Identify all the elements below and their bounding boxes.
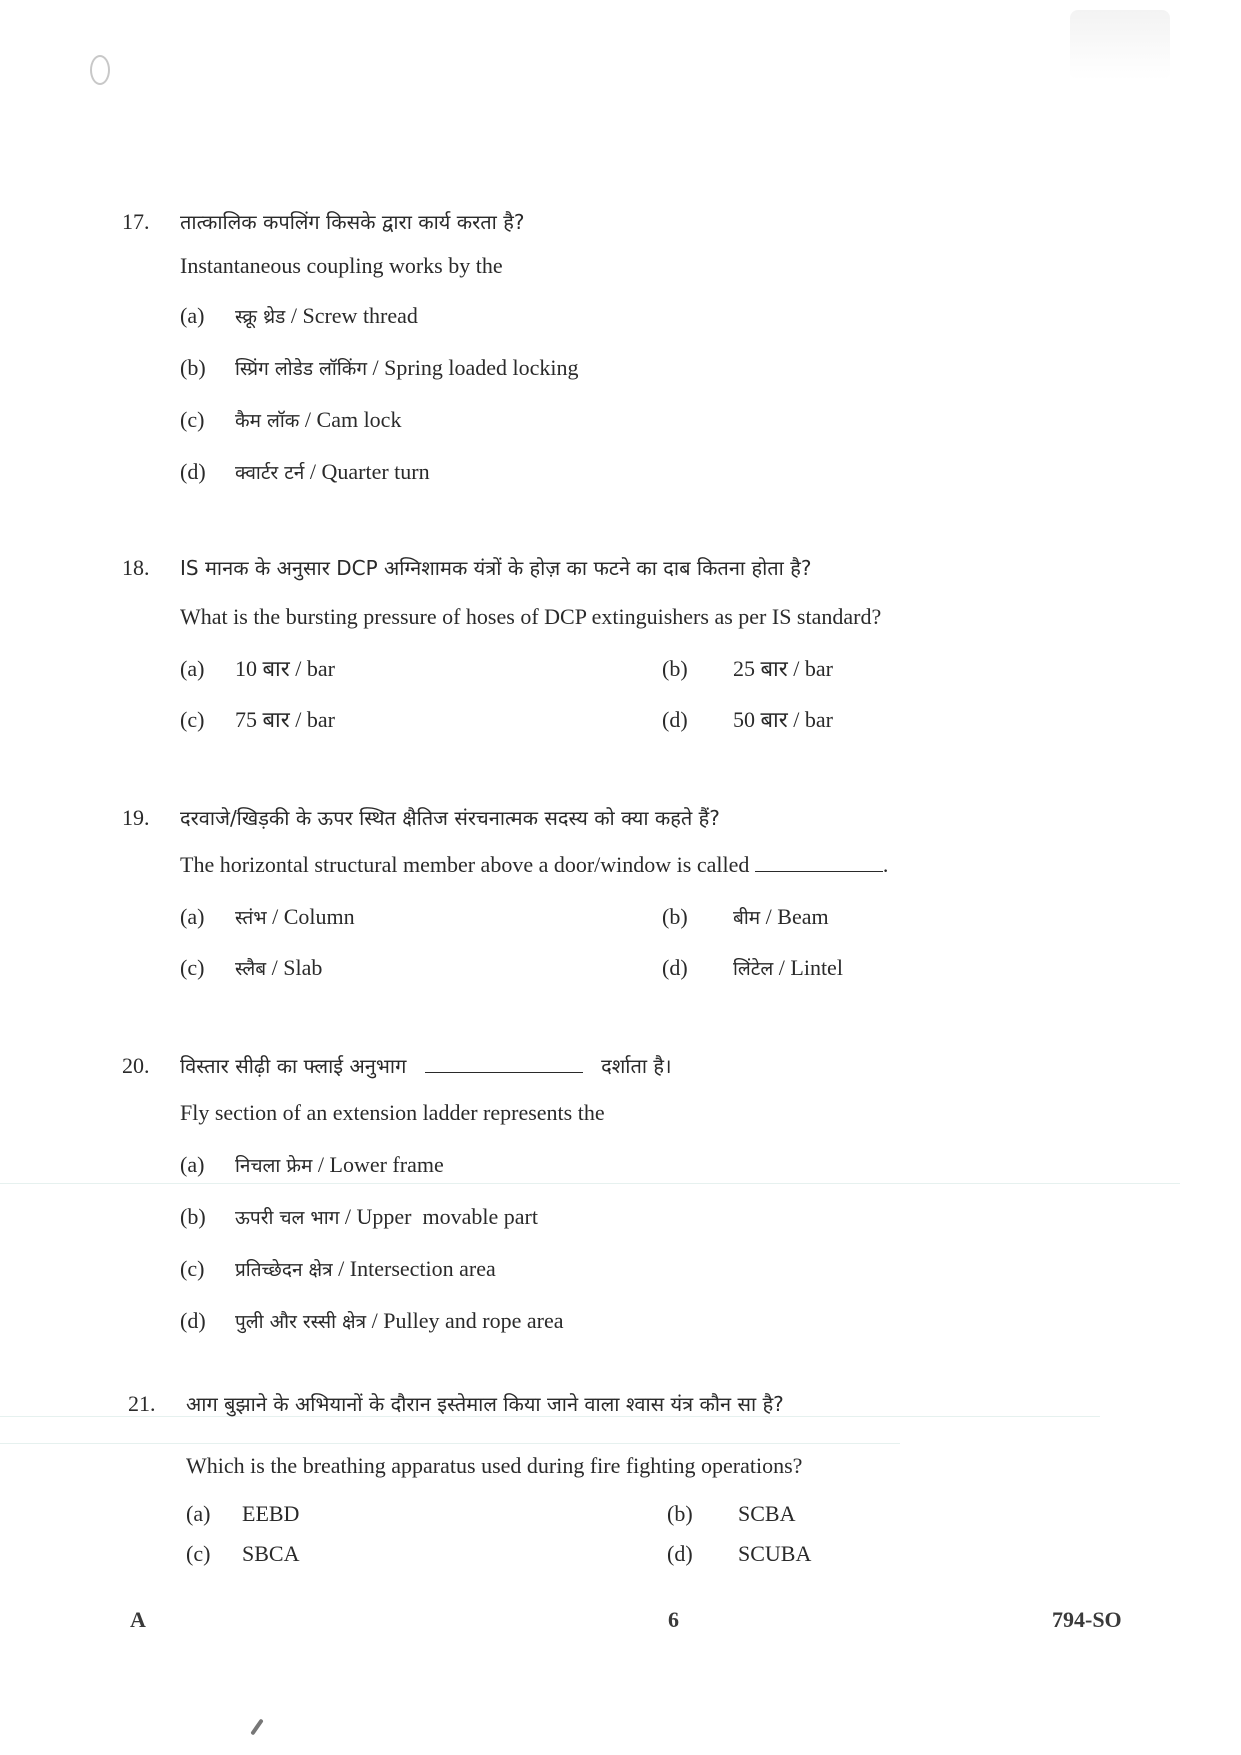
- option-d-label: (d): [180, 1308, 206, 1333]
- option-a-label: (a): [180, 1152, 205, 1177]
- option-a[interactable]: 10 बार / bar: [235, 656, 335, 681]
- question-number: 20.: [122, 1053, 150, 1078]
- separator: /: [271, 955, 278, 980]
- option-a[interactable]: [235, 1151, 444, 1180]
- option-d-label: (d): [662, 707, 688, 732]
- option-text-hindi: लिंटेल: [733, 958, 774, 980]
- question-text-hindi-suffix: दर्शाता है।: [601, 1054, 672, 1078]
- option-text-english: Cam lock: [316, 407, 402, 432]
- scan-artifact-line: [0, 1443, 900, 1444]
- option-b-label: (b): [662, 904, 688, 929]
- option-a[interactable]: EEBD: [242, 1501, 300, 1526]
- option-b-label: (b): [180, 1204, 206, 1229]
- option-text-english: Pulley and rope area: [383, 1308, 564, 1333]
- separator: /: [371, 1308, 378, 1333]
- option-text-hindi: कैम लॉक: [235, 410, 300, 432]
- option-a[interactable]: [235, 903, 355, 932]
- option-text-hindi: स्लैब: [235, 958, 267, 980]
- fill-in-blank: [425, 1071, 583, 1073]
- question-text-english-line: [180, 851, 888, 879]
- option-c-label: (c): [186, 1541, 211, 1566]
- option-c-label: (c): [180, 407, 205, 432]
- option-c[interactable]: [235, 1255, 496, 1284]
- option-a[interactable]: [235, 302, 418, 331]
- option-d-label: (d): [180, 459, 206, 484]
- sentence-period: .: [882, 852, 889, 877]
- option-text-english: Upper movable part: [356, 1204, 538, 1229]
- question-text-english: Which is the breathing apparatus used during fire fighting operations?: [186, 1453, 803, 1478]
- question-number: 17.: [122, 209, 150, 234]
- question-text-hindi: तात्कालिक कपलिंग किसके द्वारा कार्य करता है?: [180, 210, 525, 234]
- separator: /: [290, 303, 297, 328]
- separator: /: [344, 1204, 352, 1229]
- question-text-english: The horizontal structural member above a door/window is called: [180, 852, 750, 877]
- option-b-label: (b): [667, 1501, 693, 1526]
- separator: /: [317, 1152, 325, 1177]
- scan-artifact-line: [0, 1183, 1180, 1184]
- option-d[interactable]: [733, 954, 843, 983]
- option-a-label: (a): [180, 303, 205, 328]
- separator: /: [309, 459, 316, 484]
- option-text-english: Column: [283, 904, 355, 929]
- option-text-hindi: स्प्रिंग लोडेड लॉकिंग: [235, 358, 368, 380]
- punch-hole-mark: [90, 55, 110, 85]
- option-d[interactable]: 50 बार / bar: [733, 707, 833, 732]
- option-c[interactable]: [235, 954, 322, 983]
- question-text-hindi: IS मानक के अनुसार DCP अग्निशामक यंत्रों के होज़ का फटने का दाब कितना होता है?: [180, 556, 812, 580]
- set-code: A: [130, 1607, 146, 1632]
- option-text-english: Beam: [777, 904, 829, 929]
- question-text-hindi-line: [180, 1052, 672, 1080]
- option-text-hindi: बीम: [733, 907, 761, 929]
- option-text-english: Lower frame: [329, 1152, 444, 1177]
- option-d[interactable]: [235, 458, 430, 487]
- pen-mark: [250, 1718, 264, 1735]
- option-b[interactable]: SCBA: [738, 1501, 796, 1526]
- option-text-hindi: स्क्रू थ्रेड: [235, 306, 286, 328]
- option-text-english: Screw thread: [302, 303, 418, 328]
- option-c-label: (c): [180, 707, 205, 732]
- question-text-english: What is the bursting pressure of hoses of DCP extinguishers as per IS standard?: [180, 604, 882, 629]
- separator: /: [338, 1256, 345, 1281]
- option-text-english: Lintel: [790, 955, 843, 980]
- option-d-label: (d): [662, 955, 688, 980]
- separator: /: [304, 407, 312, 432]
- option-a-label: (a): [180, 656, 205, 681]
- option-text-hindi: प्रतिच्छेदन क्षेत्र: [235, 1259, 333, 1281]
- option-b[interactable]: [733, 903, 829, 932]
- option-d[interactable]: [235, 1307, 563, 1336]
- question-number: 18.: [122, 555, 150, 580]
- option-text-hindi: निचला फ्रेम: [235, 1155, 313, 1177]
- option-text-english: Quarter turn: [321, 459, 430, 484]
- question-text-hindi: आग बुझाने के अभियानों के दौरान इस्तेमाल किया जाने वाला श्वास यंत्र कौन सा है?: [186, 1392, 784, 1416]
- option-text-hindi: स्तंभ: [235, 907, 267, 929]
- scan-shadow: [1070, 10, 1170, 80]
- option-b-label: (b): [662, 656, 688, 681]
- option-text-hindi: पुली और रस्सी क्षेत्र: [235, 1311, 367, 1333]
- page-number: 6: [668, 1607, 679, 1632]
- separator: /: [778, 955, 785, 980]
- question-text-english: Fly section of an extension ladder represents the: [180, 1100, 605, 1125]
- option-c-label: (c): [180, 955, 205, 980]
- fill-in-blank: [755, 870, 883, 872]
- option-text-english: Slab: [283, 955, 323, 980]
- option-c[interactable]: 75 बार / bar: [235, 707, 335, 732]
- option-text-hindi: ऊपरी चल भाग: [235, 1207, 340, 1229]
- option-c-label: (c): [180, 1256, 205, 1281]
- option-b[interactable]: [235, 354, 578, 383]
- option-b-label: (b): [180, 355, 206, 380]
- option-d[interactable]: SCUBA: [738, 1541, 812, 1566]
- option-c[interactable]: [235, 406, 401, 435]
- option-text-english: Intersection area: [349, 1256, 496, 1281]
- question-text-hindi: दरवाजे/खिड़की के ऊपर स्थित क्षैतिज संरचनात्मक सदस्य को क्या कहते हैं?: [180, 806, 720, 830]
- option-d-label: (d): [667, 1541, 693, 1566]
- question-number: 21.: [128, 1391, 156, 1416]
- question-number: 19.: [122, 805, 150, 830]
- option-a-label: (a): [180, 904, 205, 929]
- paper-code: 794-SO: [1052, 1607, 1122, 1632]
- question-text-hindi: विस्तार सीढ़ी का फ्लाई अनुभाग: [180, 1054, 407, 1078]
- separator: /: [272, 904, 279, 929]
- separator: /: [765, 904, 772, 929]
- option-text-hindi: क्वार्टर टर्न: [235, 462, 305, 484]
- separator: /: [372, 355, 379, 380]
- option-b[interactable]: 25 बार / bar: [733, 656, 833, 681]
- option-text-english: Spring loaded locking: [384, 355, 579, 380]
- question-text-english: Instantaneous coupling works by the: [180, 253, 503, 278]
- option-c[interactable]: SBCA: [242, 1541, 300, 1566]
- option-a-label: (a): [186, 1501, 211, 1526]
- option-b[interactable]: [235, 1203, 538, 1232]
